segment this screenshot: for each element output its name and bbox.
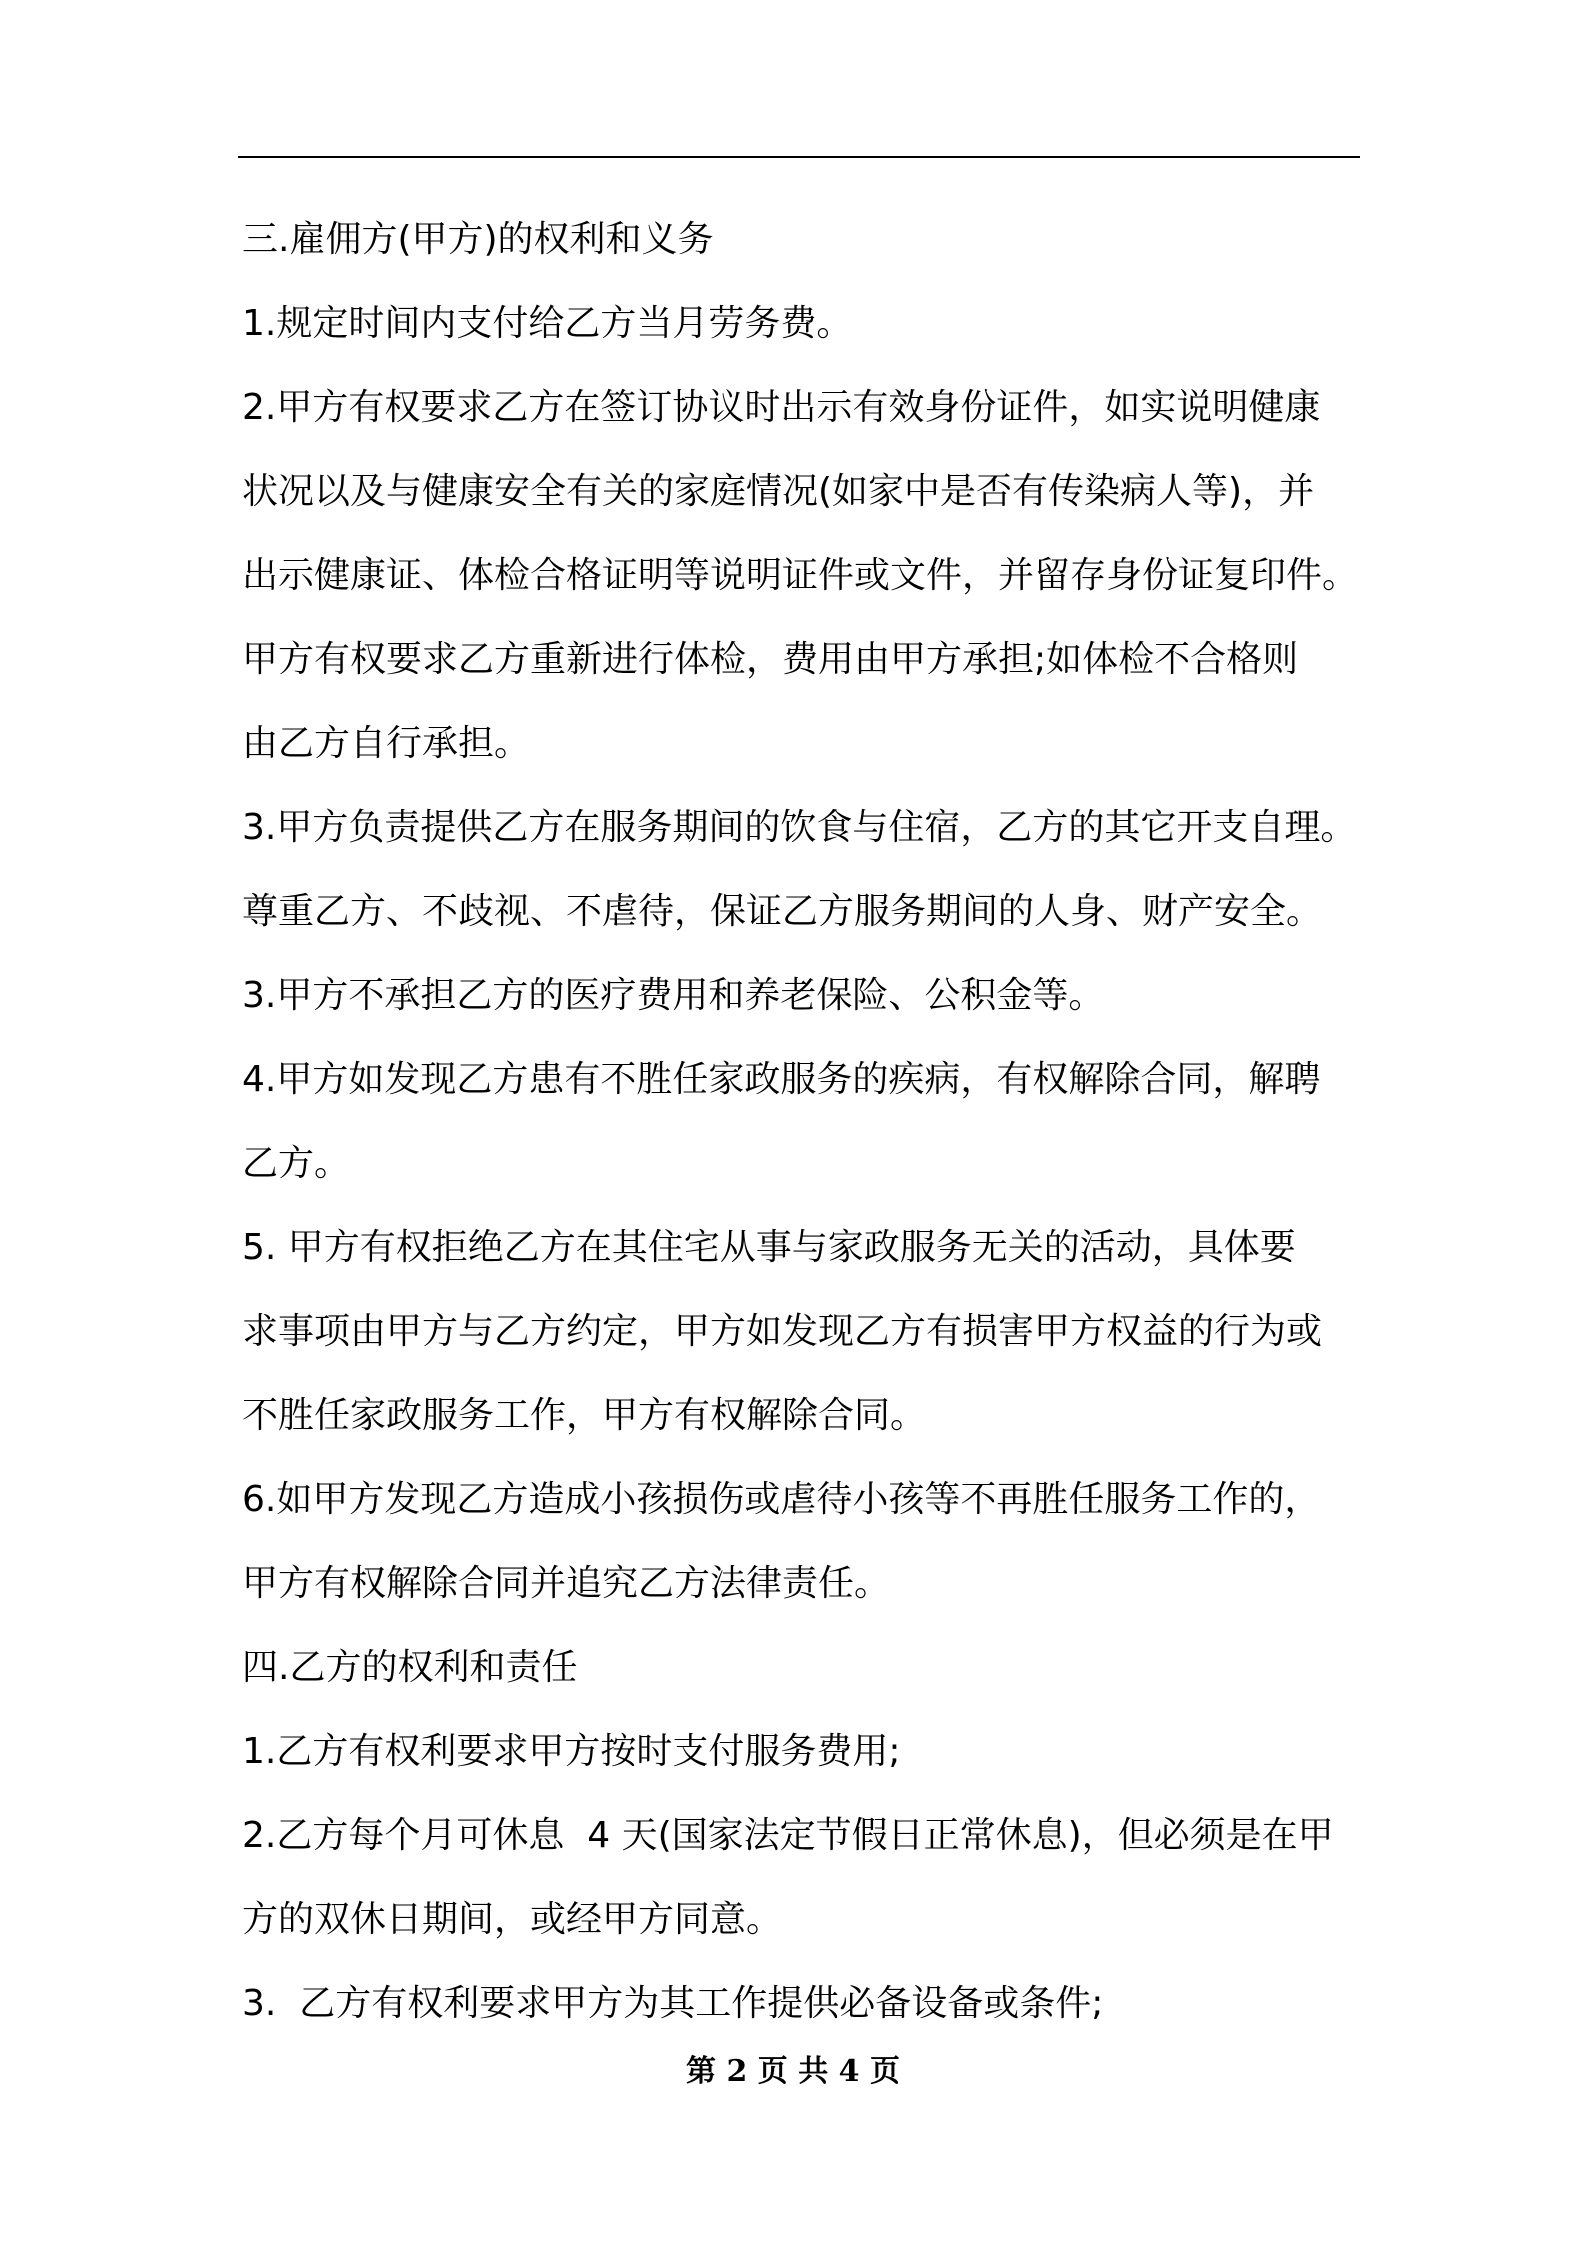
text-line: 甲方有权要求乙方重新进行体检，费用由甲方承担;如体检不合格则 <box>242 639 1299 680</box>
text-line: 求事项由甲方与乙方约定，甲方如发现乙方有损害甲方权益的行为或 <box>242 1311 1323 1352</box>
section-heading-employer-rights: 三.雇佣方(甲方)的权利和义务 <box>242 219 714 260</box>
text-line: 5. 甲方有权拒绝乙方在其住宅从事与家政服务无关的活动，具体要 <box>242 1227 1296 1268</box>
text-line: 3.甲方负责提供乙方在服务期间的饮食与住宿，乙方的其它开支自理。 <box>242 807 1357 848</box>
text-line: 甲方有权解除合同并追究乙方法律责任。 <box>242 1563 891 1604</box>
text-line: 3.甲方不承担乙方的医疗费用和养老保险、公积金等。 <box>242 975 1105 1016</box>
text-line: 不胜任家政服务工作，甲方有权解除合同。 <box>242 1395 927 1436</box>
text-line: 3. 乙方有权利要求甲方为其工作提供必备设备或条件; <box>242 1983 1104 2024</box>
section-heading-employee-rights: 四.乙方的权利和责任 <box>242 1647 578 1688</box>
text-line: 由乙方自行承担。 <box>242 723 531 764</box>
text-line: 2.乙方每个月可休息 4 天(国家法定节假日正常休息)，但必须是在甲 <box>242 1815 1334 1856</box>
document-body <box>242 198 1372 2046</box>
text-line: 4.甲方如发现乙方患有不胜任家政服务的疾病，有权解除合同，解聘 <box>242 1059 1321 1100</box>
text-line: 乙方。 <box>242 1143 351 1184</box>
header-rule <box>238 156 1360 158</box>
text-line: 1.乙方有权利要求甲方按时支付服务费用; <box>242 1731 901 1772</box>
text-line: 尊重乙方、不歧视、不虐待，保证乙方服务期间的人身、财产安全。 <box>242 891 1323 932</box>
text-line: 1.规定时间内支付给乙方当月劳务费。 <box>242 303 853 344</box>
page-number-footer: 第 2 页 共 4 页 <box>686 2054 900 2089</box>
text-line: 2.甲方有权要求乙方在签订协议时出示有效身份证件，如实说明健康 <box>242 387 1321 428</box>
text-line: 状况以及与健康安全有关的家庭情况(如家中是否有传染病人等)，并 <box>242 471 1315 512</box>
text-line: 出示健康证、体检合格证明等说明证件或文件，并留存身份证复印件。 <box>242 555 1359 596</box>
text-line: 6.如甲方发现乙方造成小孩损伤或虐待小孩等不再胜任服务工作的， <box>242 1479 1321 1520</box>
text-line: 方的双休日期间，或经甲方同意。 <box>242 1899 783 1940</box>
